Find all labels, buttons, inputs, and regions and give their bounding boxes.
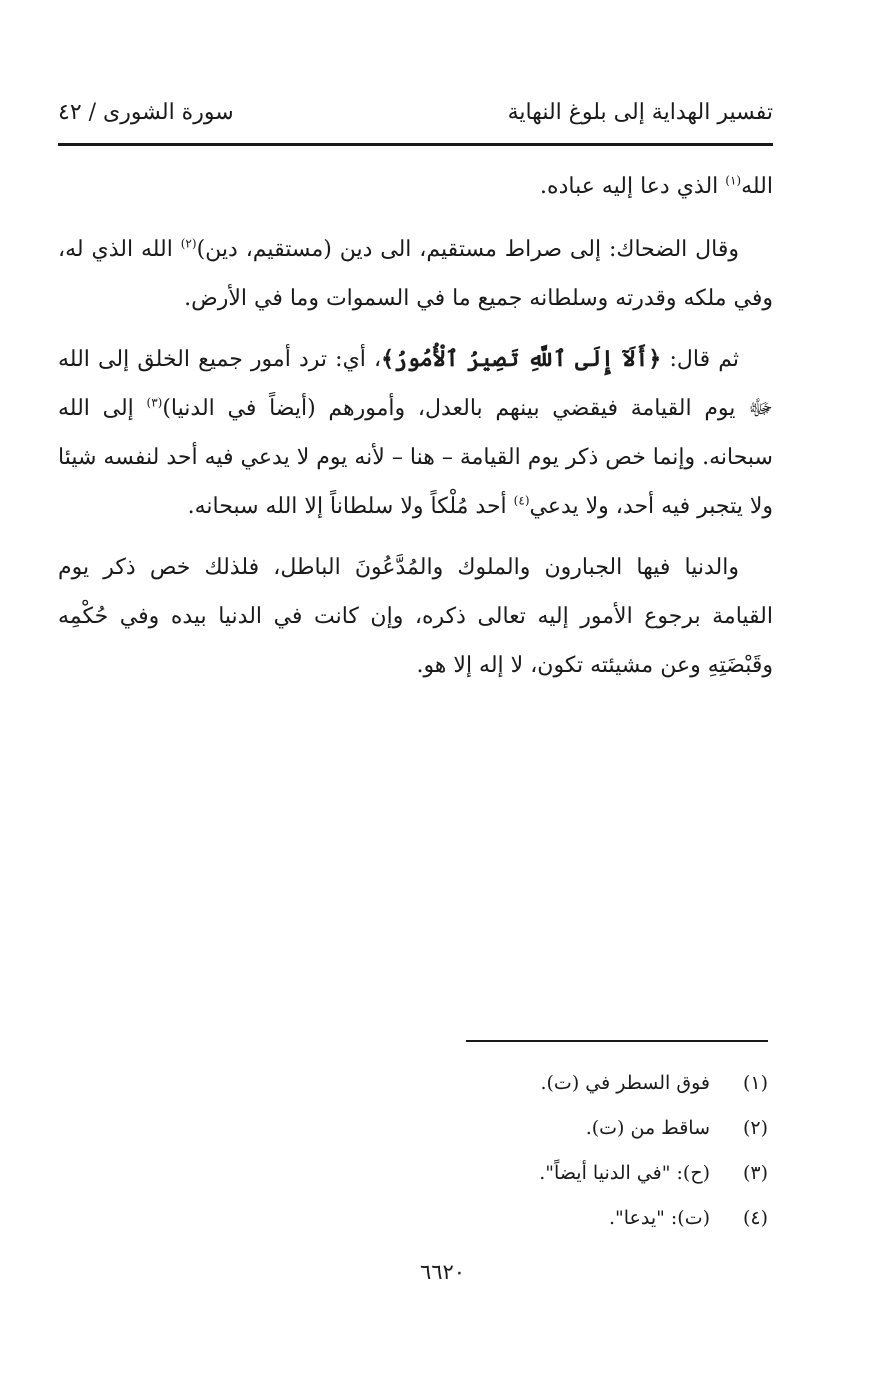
- paragraph-1: [58, 162, 773, 211]
- footnote-2: [368, 1111, 768, 1156]
- footnote-number: (٣): [742, 1162, 768, 1184]
- quran-quote: ﴿أَلَآ إِلَى ٱللَّهِ تَصِيرُ ٱلْأُمُورُ﴾: [381, 346, 662, 372]
- text-run: الذي دعا إليه عباده.: [540, 174, 726, 199]
- footnote-4: [368, 1201, 768, 1246]
- footnote-text: (ح): "في الدنيا أيضاً".: [539, 1162, 710, 1184]
- footnote-text: ساقط من (ت).: [585, 1117, 710, 1139]
- footnote-number: (٢): [742, 1117, 768, 1139]
- text-run: والدنيا فيها الجبارون والملوك والمُدَّعُونَ الباطل، فلذلك خص ذكر يوم القيامة برجوع الأمور إليه تعالى ذكره، وإن كانت في الدنيا بيده وفي حُكْمِه وقَبْضَتِهِ وعن مشيئته تكون، لا إله إلا هو.: [58, 555, 773, 678]
- text-run: الله الذي له، وفي ملكه وقدرته وسلطانه جميع ما في السموات وما في الأرض.: [58, 237, 773, 311]
- footnote-number: (٤): [742, 1207, 768, 1229]
- main-text: [58, 162, 773, 702]
- footnote-text: (ت): "يدعا".: [608, 1207, 710, 1229]
- paragraph-3: [58, 335, 773, 531]
- surah-title: سورة الشورى / ٤٢: [58, 100, 234, 125]
- footnote-text: فوق السطر في (ت).: [540, 1072, 710, 1094]
- footnotes: [368, 1066, 768, 1246]
- text-run: وقال الضحاك: إلى صراط مستقيم، الى دين (مستقيم، دين): [196, 237, 739, 262]
- page-number: ٦٦٢٠: [419, 1260, 466, 1284]
- footnote-3: [368, 1156, 768, 1201]
- text-run: ، أي: ترد أمور جميع الخلق إلى الله ﷻ يوم القيامة فيقضي بينهم بالعدل، وأمورهم (أيضاً في الدنيا): [58, 347, 773, 421]
- footnote-ref: (٢): [180, 236, 197, 251]
- book-title: تفسير الهداية إلى بلوغ النهاية: [507, 100, 773, 125]
- footnote-ref: (١): [725, 173, 742, 188]
- footnote-number: (١): [742, 1072, 768, 1094]
- text-run: الله: [741, 174, 773, 199]
- text-run: أحد مُلْكاً ولا سلطاناً إلا الله سبحانه.: [187, 494, 514, 519]
- footnote-1: [368, 1066, 768, 1111]
- text-run: ثم قال:: [661, 347, 739, 372]
- footnote-ref: (٤): [513, 493, 530, 508]
- header-divider: [58, 143, 773, 146]
- paragraph-2: [58, 225, 773, 323]
- footnote-divider: [466, 1040, 768, 1042]
- running-header: [58, 96, 773, 136]
- footnote-ref: (٣): [146, 395, 163, 410]
- text-run: إلى الله سبحانه. وإنما خص ذكر يوم القيامة – هنا – لأنه يوم لا يدعي فيه أحد لنفسه شيئا ولا يتجبر فيه أحد، ولا يدعي: [58, 396, 773, 519]
- paragraph-4: [58, 543, 773, 690]
